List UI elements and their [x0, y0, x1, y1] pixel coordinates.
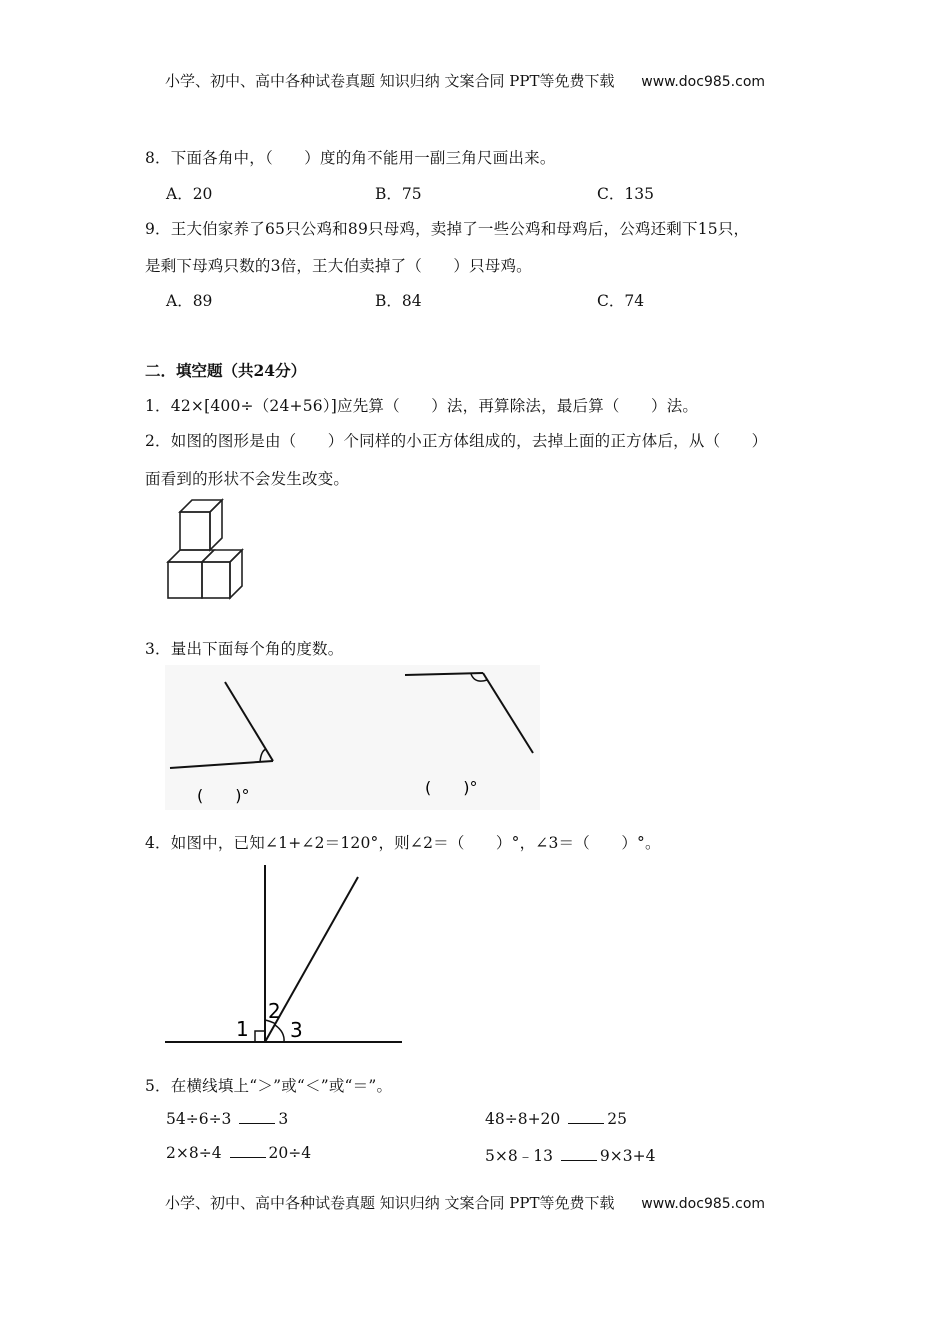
top-cube-front-face: [180, 512, 210, 550]
question-8-option-c: C．135: [597, 185, 654, 203]
compare-item-1-right: 3: [278, 1110, 289, 1128]
page-footer: [165, 1192, 765, 1213]
bottom-left-cube-front-face: [168, 562, 202, 598]
angle-3-arc: [275, 1025, 284, 1042]
question-8-option-b: B．75: [375, 185, 422, 203]
compare-item-3: [166, 1144, 311, 1162]
compare-item-3-right: 20÷4: [268, 1144, 312, 1162]
top-cube-side-face: [210, 500, 222, 550]
fill-1-text: 1．42×[400÷（24+56）]应先算（ ）法，再算除法，最后算（ ）法。: [145, 397, 699, 415]
angle-label-1: 1: [236, 1017, 249, 1041]
compare-item-2: [485, 1110, 627, 1128]
fill-5-text: 5．在横线填上“＞”或“＜”或“＝”。: [145, 1077, 393, 1095]
fill-4-text: 4．如图中，已知∠1+∠2＝120°，则∠2＝（ ）°，∠3＝（ ）°。: [145, 834, 661, 852]
question-9-option-a: A．89: [166, 292, 213, 310]
right-angle-mark: [255, 1031, 265, 1042]
question-9-option-b: B．84: [375, 292, 422, 310]
cube-stack-figure: [160, 498, 250, 606]
bottom-right-cube-side-face: [230, 550, 242, 598]
angle-label-2: 2: [268, 999, 281, 1023]
compare-item-3-left: 2×8÷4: [166, 1144, 227, 1162]
section-2-title: 二．填空题（共24分）: [145, 361, 307, 380]
compare-item-4-blank[interactable]: [561, 1148, 597, 1161]
question-9-line2: 是剩下母鸡只数的3倍，王大伯卖掉了（ ）只母鸡。: [145, 257, 532, 275]
angle-123-figure: [160, 860, 410, 1050]
question-9-line1: 9．王大伯家养了65只公鸡和89只母鸡，卖掉了一些公鸡和母鸡后，公鸡还剩下15只，: [145, 220, 750, 238]
fill-2-line2: 面看到的形状不会发生改变。: [145, 470, 350, 488]
compare-item-2-blank[interactable]: [568, 1111, 604, 1124]
compare-item-2-right: 25: [607, 1110, 627, 1128]
compare-item-1: [166, 1110, 288, 1128]
question-9-option-c: C．74: [597, 292, 645, 310]
right-angle-answer: ( )°: [425, 778, 478, 797]
angle-label-3: 3: [290, 1018, 303, 1042]
compare-item-4: [485, 1144, 655, 1166]
question-8-stem: 8．下面各角中，（ ）度的角不能用一副三角尺画出来。: [145, 149, 556, 167]
compare-item-4-left: 5×8﹣13: [485, 1147, 558, 1165]
footer-site: www.doc985.com: [641, 1196, 766, 1212]
compare-item-1-left: 54÷6÷3: [166, 1110, 237, 1128]
compare-item-2-left: 48÷8+20: [485, 1110, 566, 1128]
header-text: 小学、初中、高中各种试卷真题 知识归纳 文案合同 PPT等免费下载: [165, 72, 615, 90]
compare-item-3-blank[interactable]: [230, 1145, 266, 1158]
page-header: [165, 70, 765, 91]
left-angle-answer: ( )°: [197, 786, 250, 805]
compare-item-1-blank[interactable]: [239, 1111, 275, 1124]
bottom-right-cube-front-face: [202, 562, 230, 598]
question-8-option-a: A．20: [166, 185, 213, 203]
footer-text: 小学、初中、高中各种试卷真题 知识归纳 文案合同 PPT等免费下载: [165, 1194, 615, 1212]
compare-item-4-right: 9×3+4: [599, 1147, 656, 1165]
fill-3-text: 3．量出下面每个角的度数。: [145, 640, 344, 658]
fill-2-line1: 2．如图的图形是由（ ）个同样的小正方体组成的，去掉上面的正方体后，从（ ）: [145, 432, 768, 450]
angle-measure-figure: [165, 665, 540, 810]
header-site: www.doc985.com: [641, 74, 766, 90]
